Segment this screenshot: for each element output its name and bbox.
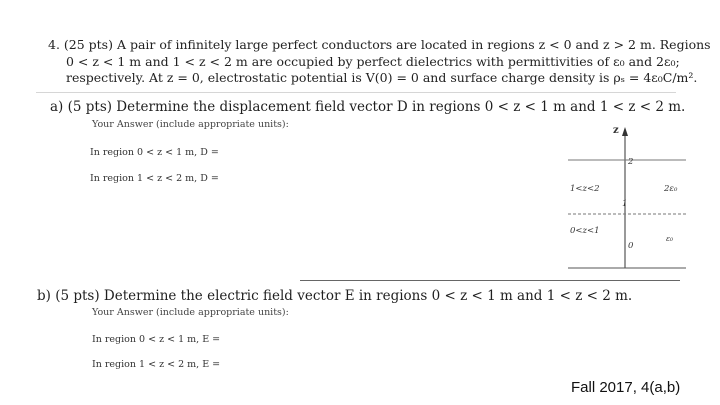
part-b-title: b) (5 pts) Determine the electric field vector E in regions 0 < z < 1 m and 1 < z < 2 m.	[37, 288, 633, 304]
problem-line-2: 0 < z < 1 m and 1 < z < 2 m are occupied by perfect dielectrics with permittivities of ε₀ and 2ε₀;	[66, 54, 680, 69]
lower-permittivity-label: ε₀	[666, 234, 674, 243]
part-b-hint: Your Answer (include appropriate units):	[92, 307, 289, 318]
lower-region-label: 0<z<1	[570, 226, 600, 236]
z-axis-arrow	[622, 127, 628, 136]
problem-line-3: respectively. At z = 0, electrostatic potential is V(0) = 0 and surface charge density is ρₛ = 4ε₀C/m².	[66, 70, 698, 85]
part-a-title: a) (5 pts) Determine the displacement field vector D in regions 0 < z < 1 m and 1 < z < 2 m.	[50, 99, 686, 115]
upper-permittivity-label: 2ε₀	[664, 184, 678, 194]
part-b-region-2: In region 1 < z < 2 m, E =	[92, 359, 221, 370]
z-axis-label: z	[613, 125, 619, 136]
tick-label-1: 1	[622, 199, 628, 209]
upper-region-label: 1<z<2	[570, 184, 600, 194]
part-a-region-1: In region 0 < z < 1 m, D =	[90, 147, 219, 158]
footer-label: Fall 2017, 4(a,b)	[571, 379, 681, 396]
part-a-hint: Your Answer (include appropriate units):	[92, 119, 289, 130]
tick-label-0: 0	[628, 241, 634, 251]
tick-label-2: 2	[628, 157, 634, 167]
section-rule	[300, 280, 680, 281]
problem-line-1: 4. (25 pts) A pair of infinitely large perfect conductors are located in regions z < 0 and z > 2 m. Regions	[48, 37, 711, 52]
part-a-region-2: In region 1 < z < 2 m, D =	[90, 173, 219, 184]
part-b-region-1: In region 0 < z < 1 m, E =	[92, 334, 221, 345]
